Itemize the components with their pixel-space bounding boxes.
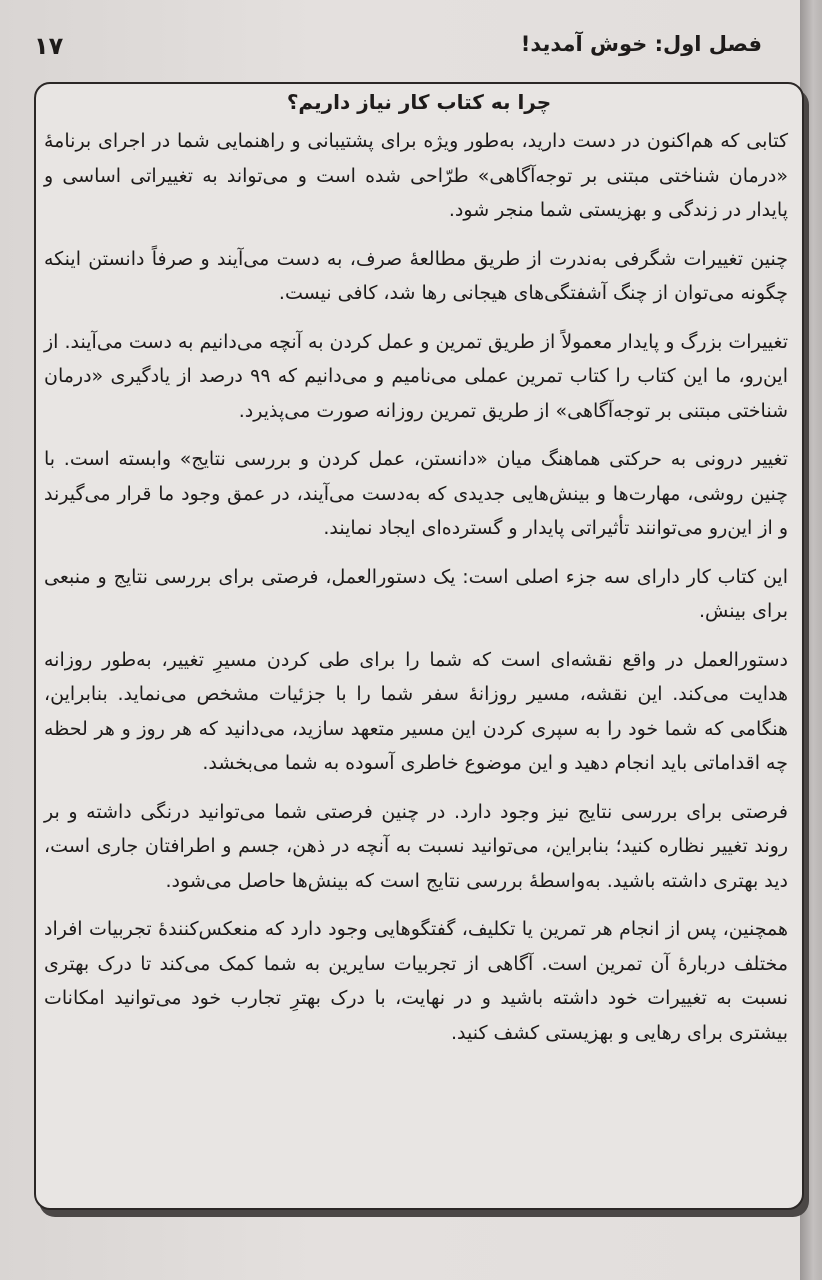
- paragraph: دستورالعمل در واقع نقشه‌ای است که شما را برای طی کردن مسیرِ تغییر، به‌طور روزانه هدایت می‌کند. این نقشه، مسیر روزانهٔ سفر شما را با جزئیات مشخص می‌نماید. بنابراین، هنگامی که شما خود را به سپری کردن این مسیر متعهد سازید، می‌دانید که هر روز و هر لحظه چه اقداماتی باید انجام دهید و این موضوع خاطری آسوده به شما می‌بخشد.: [44, 648, 788, 774]
- box-content: [44, 124, 788, 1064]
- page-header: [34, 32, 762, 72]
- paragraph: همچنین، پس از انجام هر تمرین یا تکلیف، گفتگوهایی وجود دارد که منعکس‌کنندهٔ تجربیات افراد مختلف دربارهٔ آن تمرین است. آگاهی از تجربیات سایرین به شما کمک می‌کند تا درک بهتری نسبت به تغییرات خود داشته باشید و در نهایت، با درک بهترِ تجارب خود می‌توانید امکانات بیشتری برای رهایی و بهزیستی کشف کنید.: [44, 918, 788, 1044]
- paragraph: تغییرات بزرگ و پایدار معمولاً از طریق تمرین و عمل کردن به آنچه می‌دانیم به دست می‌آیند. از این‌رو، ما این کتاب را کتاب تمرین عملی می‌نامیم و می‌دانیم که ۹۹ درصد از یادگیری «درمان شناختی مبتنی بر توجه‌آگاهی» از طریق تمرین روزانه صورت می‌پذیرد.: [44, 330, 788, 422]
- info-box: [34, 82, 804, 1210]
- paragraph: فرصتی برای بررسی نتایج نیز وجود دارد. در چنین فرصتی شما می‌توانید درنگی داشته و بر روند تغییر نظاره کنید؛ بنابراین، می‌توانید نسبت به آنچه در ذهن، جسم و اطرافتان جاری است، دید بهتری داشته باشید. به‌واسطهٔ بررسی نتایج است که بینش‌ها حاصل می‌شود.: [44, 800, 788, 892]
- paragraph: این کتاب کار دارای سه جزء اصلی است: یک دستورالعمل، فرصتی برای بررسی نتایج و منبعی برای بینش.: [44, 565, 788, 622]
- paragraph: چنین تغییرات شگرفی به‌ندرت از طریق مطالعهٔ صرف، به دست می‌آیند و صرفاً دانستن اینکه چگونه می‌توان از چنگ آشفتگی‌های هیجانی رها شد، کافی نیست.: [44, 247, 788, 304]
- box-title: چرا به کتاب کار نیاز داریم؟: [286, 90, 552, 114]
- chapter-title: فصل اول: خوش آمدید!: [520, 32, 762, 56]
- paragraph: تغییر درونی به حرکتی هماهنگ میان «دانستن، عمل کردن و بررسی نتایج» وابسته است. با چنین روشی، مهارت‌ها و بینش‌هایی جدیدی که به‌دست می‌آیند، در عمق وجود ما قرار می‌گیرند و از این‌رو می‌توانند تأثیراتی پایدار و گسترده‌ای ایجاد نمایند.: [44, 448, 788, 539]
- page-number: ۱۷: [34, 32, 64, 60]
- paragraph: کتابی که هم‌اکنون در دست دارید، به‌طور ویژه برای پشتیبانی و راهنمایی شما در اجرای برنامهٔ «درمان شناختی مبتنی بر توجه‌آگاهی» طرّاحی شده است و می‌تواند به تغییراتی اساسی و پایدار در زندگی و بهزیستی شما منجر شود.: [44, 130, 788, 221]
